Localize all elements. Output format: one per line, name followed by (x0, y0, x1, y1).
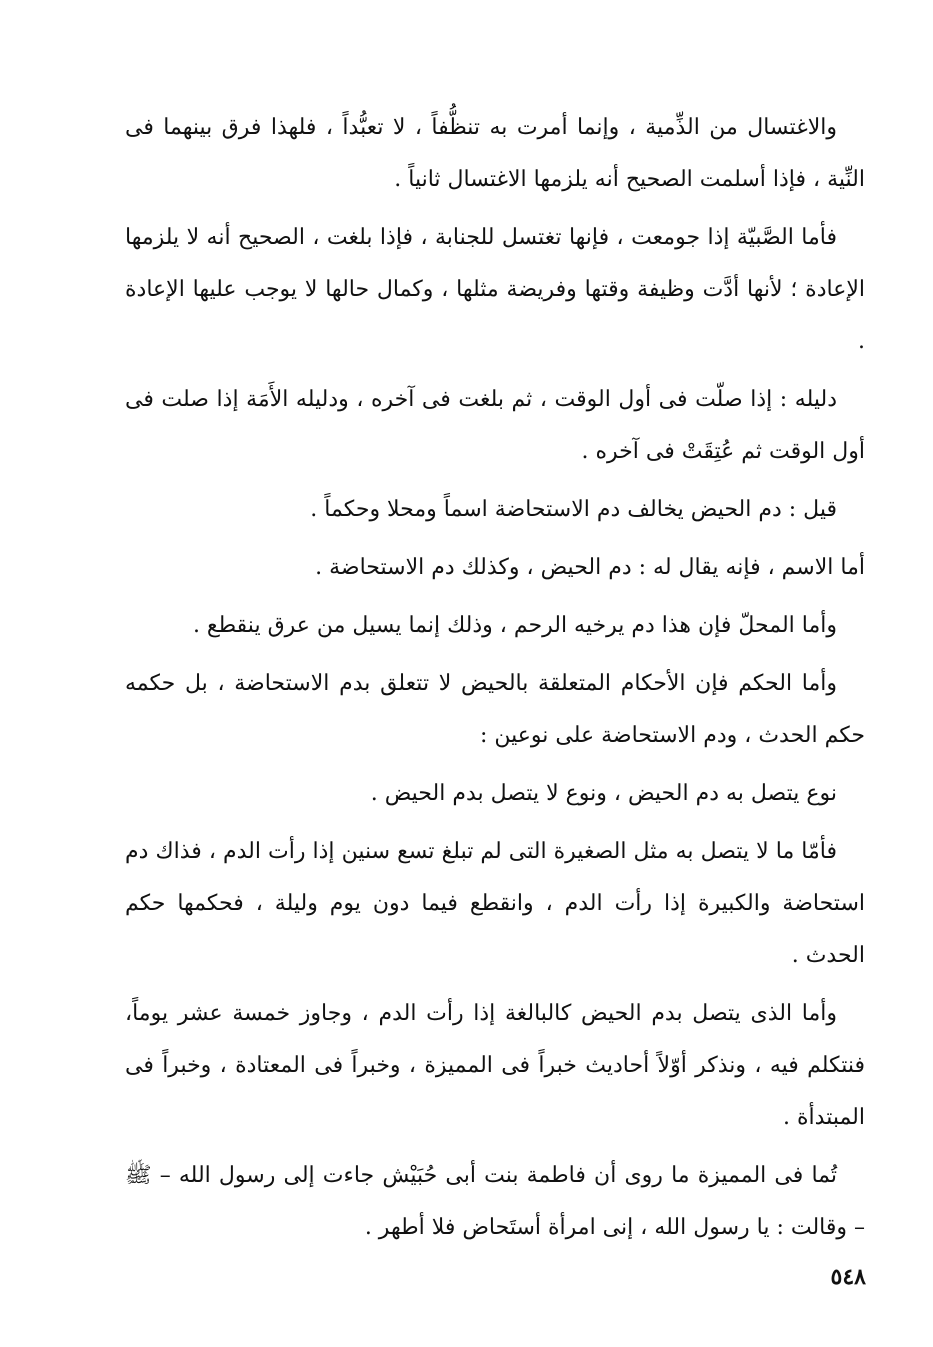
paragraph-9: فأمّا ما لا يتصل به مثل الصغيرة التى لم تبلغ تسع سنين إذا رأت الدم ، فذاك دم استحاضة والكبيرة إذا رأت الدم ، وانقطع فيما دون يوم وليلة ، فحكمها حكم الحدث . (125, 839, 865, 968)
paragraph-2: فأما الصَّبيّة إذا جومعت ، فإنها تغتسل للجنابة ، فإذا بلغت ، الصحيح أنه لا يلزمها الإعادة ؛ لأنها أدَّت وظيفة وقتها وفريضة مثلها ، وكمال حالها لا يوجب عليها الإعادة . (125, 225, 865, 354)
paragraph-6: وأما المحلّ فإن هذا دم يرخيه الرحم ، وذلك إنما يسيل من عرق ينقطع . (192, 613, 837, 638)
paragraph-4: قيل : دم الحيض يخالف دم الاستحاضة اسماً ومحلا وحكماً . (310, 497, 837, 522)
paragraph-7: وأما الحكم فإن الأحكام المتعلقة بالحيض لا تتعلق بدم الاستحاضة ، بل حكمه حكم الحدث ، ودم الاستحاضة على نوعين : (125, 671, 865, 748)
paragraph-5: أما الاسم ، فإنه يقال له : دم الحيض ، وكذلك دم الاستحاضة . (315, 555, 865, 580)
page-body-text (125, 102, 865, 1260)
paragraph-1: والاغتسال من الذِّمية ، وإنما أمرت به تنظُّفاً ، لا تعبُّداً ، فلهذا فرق بينهما فى النِّية ، فإذا أسلمت الصحيح أنه يلزمها الاغتسال ثانياً . (125, 115, 865, 192)
paragraph-10: وأما الذى يتصل بدم الحيض كالبالغة إذا رأت الدم ، وجاوز خمسة عشر يوماً، فنتكلم فيه ، ونذكر أوّلاً أحاديث خبراً فى المميزة ، وخبراً فى المعتادة ، وخبراً فى المبتدأة . (125, 1001, 865, 1130)
paragraph-11: تُما فى المميزة ما روى أن فاطمة بنت أبى حُبَيْش جاءت إلى رسول الله – ﷺ – وقالت : يا رسول الله ، إنى امرأة أستَحاض فلا أطهر . (125, 1163, 865, 1240)
paragraph-3: دليله : إذا صلّت فى أول الوقت ، ثم بلغت فى آخره ، ودليله الأَمَة إذا صلت فى أول الوقت ثم عُتِقَتْ فى آخره . (125, 387, 865, 464)
page-number: ٥٤٨ (830, 1264, 866, 1290)
paragraph-8: نوع يتصل به دم الحيض ، ونوع لا يتصل بدم الحيض . (370, 781, 837, 806)
